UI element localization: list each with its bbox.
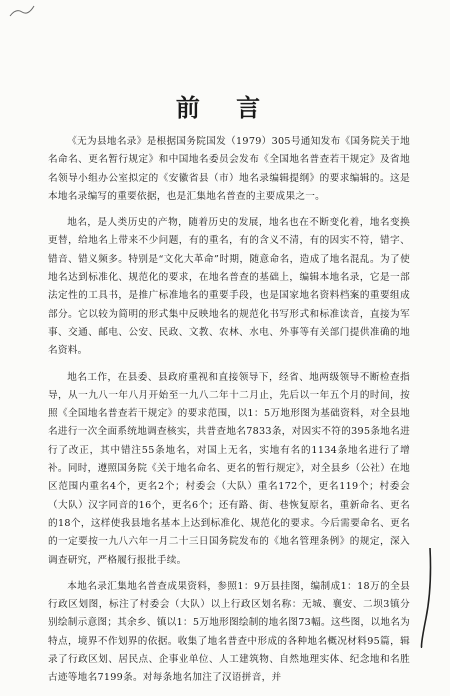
paragraph-2: 地名，是人类历史的产物，随着历史的发展，地名也在不断变化着，地名变换更替，给地名上带来不少问题，有的重名，有的含义不清，有的因实不符，错字、错音、错义频多。特别是“文化大革命”时期，随意命名，造成了地名混乱。为了使地名达到标准化、规范化的要求，在地名普查的基础上，编辑本地名录，它是一部法定性的工具书，是推广标准地名的重要手段，也是国家地名资料档案的重要组成部分。它以较为简明的形式集中反映地名的规范化书写形式和标准读音，直接为军事、交通、邮电、公安、民政、文教、农林、水电、外事等有关部门提供准确的地名资料。 [48, 217, 410, 357]
scan-edge-line-icon [420, 548, 434, 648]
scan-mark-icon [8, 2, 38, 22]
paragraph-4: 本地名录汇集地名普查成果资料，参照1：9万县挂图，编制成1：18万的全县行政区划图，标注了村委会（大队）以上行政区划名称：无城、襄安、二坝3镇分别绘制示意图；其余乡、镇以1：5万地形图绘制的地名图73幅。这些图，以地名为特点，境界不作划界的依据。收集了地名普查中形成的各种地名概况材料95篇，辑录了行政区划、居民点、企事业单位、人工建筑物、自然地理实体、纪念地和名胜古迹等地名7199条。对每条地名加注了汉语拼音，并 [48, 580, 411, 684]
document-body [48, 133, 410, 696]
paragraph-3: 地名工作，在县委、县政府重视和直接领导下，经省、地两级领导不断检查指导，从一九八一年八月开始至一九八二年十二月止，先后以一年五个月的时间，按照《全国地名普查若干规定》的要求范围，以1：5万地形图为基础资料，对全县地名进行一次全面系统地调查核实，共普查地名7833条，对因实不符的395条地名进行了改正，其中错注55条地名，对国上无名，实地有名的1134条地名进行了增补。同时，遵照国务院《关于地名命名、更名的暂行规定》，对全县乡（公社）在地区范围内重名4个，更名2个；村委会（大队）重名172个，更名119个；村委会（大队）汉字同音的16个，更名6个；还有路、街、巷恢复原名，重新命名、更名的18个，这样使我县地名基本上达到标准化、规范化的要求。今后需要命名、更名的一定要按一九八六年一月二十三日国务院发布的《地名管理条例》的规定，深入调查研究，严格履行报批手续。 [48, 371, 410, 566]
paragraph-1: 《无为县地名录》是根据国务院国发（1979）305号通知发布《国务院关于地名命名、更名暂行规定》和中国地名委员会发布《全国地名普查若干规定》及省地名领导小组办公室拟定的《安徽省县（市）地名录编辑提纲》的要求编辑的。这是本地名录编写的重要依据，也是汇集地名普查的主要成果之一。 [48, 136, 410, 202]
page-title: 前 言 [175, 93, 275, 122]
